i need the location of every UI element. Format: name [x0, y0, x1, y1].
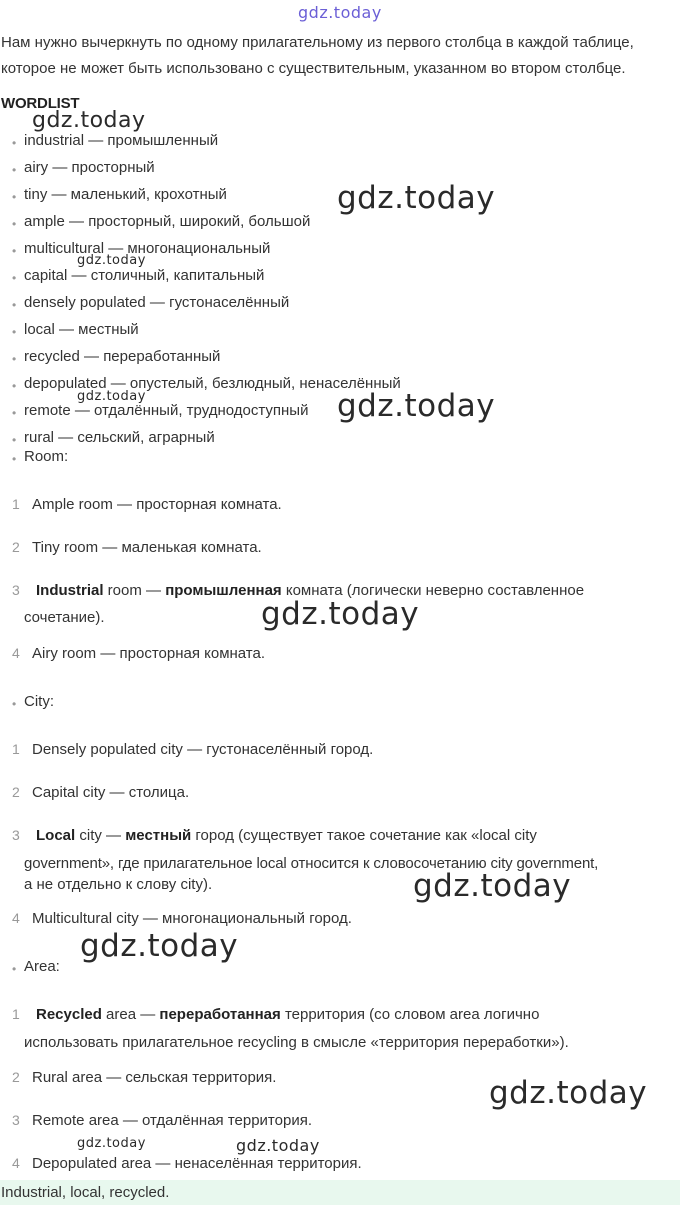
list-item: [36, 582, 584, 599]
item-number: 3: [12, 1112, 20, 1128]
text: комната (логически неверно составленное: [281, 582, 585, 599]
item-number: 4: [12, 1155, 20, 1171]
bold-word: промышленная: [165, 582, 282, 599]
bold-word: переработанная: [159, 1006, 281, 1023]
watermark-top: gdz.today: [298, 3, 382, 22]
bullet: •: [12, 697, 17, 711]
list-item: multicultural — многонациональный: [24, 240, 271, 257]
list-item-continuation: использовать прилагательное recycling в смысле «территория переработки»).: [24, 1034, 569, 1051]
list-item: [36, 1006, 539, 1023]
list-item-continuation: а не отдельно к слову city).: [24, 876, 213, 893]
item-number: 1: [12, 1006, 20, 1022]
list-item: Remote area — отдалённая территория.: [32, 1112, 312, 1129]
watermark: gdz.today: [413, 868, 572, 904]
wordlist-title: WORDLIST: [1, 95, 80, 112]
item-number: 1: [12, 496, 20, 512]
list-item-continuation: сочетание).: [24, 609, 105, 626]
list-item: [36, 827, 537, 844]
bold-word: Industrial: [36, 582, 104, 599]
watermark: gdz.today: [80, 928, 239, 964]
watermark: gdz.today: [77, 389, 146, 404]
list-item: Tiny room — маленькая комната.: [32, 539, 262, 556]
text: город (существует такое сочетание как «local city: [191, 827, 537, 844]
item-number: 3: [12, 827, 20, 843]
list-item: tiny — маленький, крохотный: [24, 186, 227, 203]
bold-word: местный: [125, 827, 192, 844]
list-item: industrial — промышленный: [24, 132, 219, 149]
bullet: •: [12, 136, 17, 150]
list-item: Rural area — сельская территория.: [32, 1069, 277, 1086]
list-item: depopulated — опустелый, безлюдный, ненаселённый: [24, 375, 401, 392]
intro-text: Нам нужно вычеркнуть по одному прилагательному из первого столбца в каждой таблице, которое не может быть использовано с существительным, указанном во втором столбце.: [1, 34, 634, 77]
item-number: 2: [12, 784, 20, 800]
text: room —: [103, 582, 166, 599]
list-item: Densely populated city — густонаселённый город.: [32, 741, 374, 758]
bullet: •: [12, 379, 17, 393]
list-item: recycled — переработанный: [24, 348, 221, 365]
watermark: gdz.today: [261, 596, 420, 632]
section-heading-area: Area:: [24, 958, 60, 975]
bullet: •: [12, 406, 17, 420]
bullet: •: [12, 962, 17, 976]
bullet: •: [12, 163, 17, 177]
list-item: Depopulated area — ненаселённая территория.: [32, 1155, 362, 1172]
watermark: gdz.today: [236, 1136, 320, 1155]
list-item: rural — сельский, аграрный: [24, 429, 215, 446]
list-item: capital — столичный, капитальный: [24, 267, 265, 284]
list-item: Multicultural city — многонациональный город.: [32, 910, 352, 927]
section-heading-city: City:: [24, 693, 54, 710]
bullet: •: [12, 244, 17, 258]
list-item: airy — просторный: [24, 159, 155, 176]
item-number: 2: [12, 1069, 20, 1085]
list-item: Capital city — столица.: [32, 784, 190, 801]
item-number: 3: [12, 582, 20, 598]
bullet: •: [12, 325, 17, 339]
bullet: •: [12, 298, 17, 312]
bullet: •: [12, 271, 17, 285]
section-heading-room: Room:: [24, 448, 69, 465]
bold-word: Recycled: [36, 1006, 102, 1023]
list-item-continuation: government», где прилагательное local относится к словосочетанию city government,: [24, 855, 599, 872]
text: территория (со словом area логично: [280, 1006, 540, 1023]
watermark: gdz.today: [337, 180, 496, 216]
watermark: gdz.today: [77, 253, 146, 268]
watermark: gdz.today: [77, 1136, 146, 1151]
bullet: •: [12, 352, 17, 366]
list-item: Airy room — просторная комната.: [32, 645, 266, 662]
watermark: gdz.today: [489, 1075, 648, 1111]
watermark: gdz.today: [337, 388, 496, 424]
item-number: 4: [12, 910, 20, 926]
answer-box: Industrial, local, recycled.: [0, 1180, 680, 1205]
text: city —: [75, 827, 126, 844]
bullet: •: [12, 190, 17, 204]
list-item: Ample room — просторная комната.: [32, 496, 282, 513]
item-number: 2: [12, 539, 20, 555]
item-number: 1: [12, 741, 20, 757]
bullet: •: [12, 452, 17, 466]
bullet: •: [12, 217, 17, 231]
bold-word: Local: [36, 827, 76, 844]
watermark: gdz.today: [32, 108, 146, 133]
list-item: local — местный: [24, 321, 139, 338]
item-number: 4: [12, 645, 20, 661]
list-item: ample — просторный, широкий, большой: [24, 213, 311, 230]
bullet: •: [12, 433, 17, 447]
list-item: remote — отдалённый, труднодоступный: [24, 402, 309, 419]
text: area —: [101, 1006, 160, 1023]
list-item: densely populated — густонаселённый: [24, 294, 290, 311]
